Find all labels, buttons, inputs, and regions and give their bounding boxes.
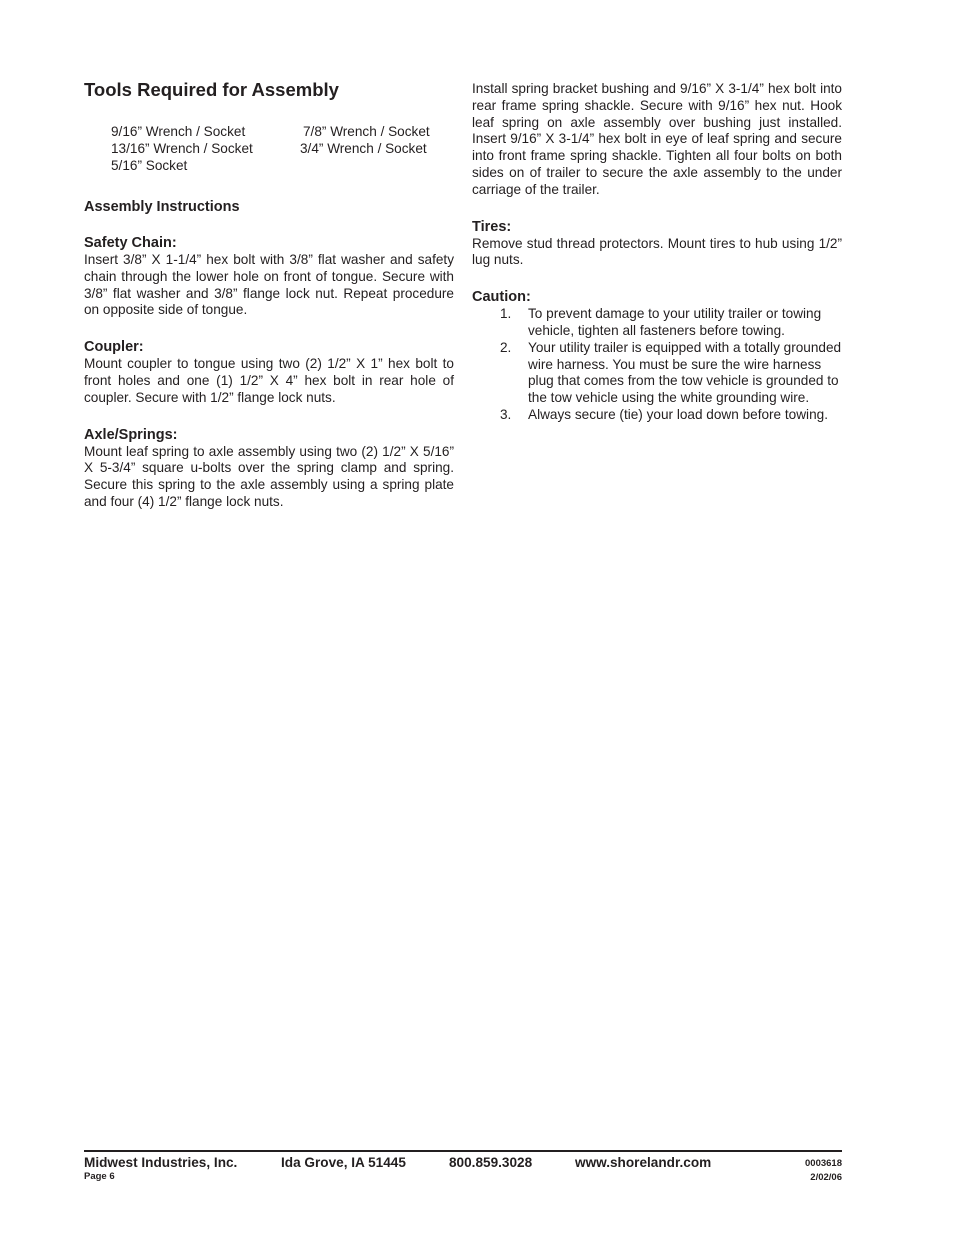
right-column [472, 81, 842, 424]
caution-item-text: Always secure (tie) your load down before towing. [528, 406, 828, 422]
safety-chain-heading: Safety Chain: [84, 235, 177, 251]
tool-item: 5/16” Socket [111, 157, 188, 173]
coupler-heading: Coupler: [84, 339, 144, 356]
tool-item: 3/4” Wrench / Socket [300, 140, 427, 156]
tool-item: 7/8” Wrench / Socket [303, 124, 430, 139]
tools-title: Tools Required for Assembly [84, 79, 339, 100]
footer-doc-number: 0003618 [805, 1158, 842, 1169]
footer-phone: 800.859.3028 [449, 1155, 533, 1170]
caution-item [472, 407, 842, 424]
caution-item [472, 306, 842, 340]
page-footer [84, 1150, 842, 1183]
caution-item [472, 340, 842, 407]
assembly-heading: Assembly Instructions [84, 199, 240, 215]
safety-chain-text: Insert 3/8” X 1-1/4” hex bolt with 3/8” flat washer and safety chain through the lower hole on front of tongue. Secure with 3/8” flat washer and 3/8” flange lock nut. Repeat procedure on opposite side of tongue. [84, 252, 454, 318]
caution-item-number: 1. [500, 306, 512, 322]
axle-springs-heading: Axle/Springs: [84, 426, 178, 443]
caution-item-text: Your utility trailer is equipped with a totally grounded wire harness. You must be sure the wire harness plug that comes from the tow vehicle is grounded to the tow vehicle using the white grounding wire. [528, 339, 842, 406]
footer-company: Midwest Industries, Inc. [84, 1155, 238, 1170]
tool-item: 9/16” Wrench / Socket [111, 124, 246, 139]
caution-heading: Caution: [472, 289, 531, 306]
caution-item-number: 3. [500, 406, 512, 422]
tires-text: Remove stud thread protectors. Mount tires to hub using 1/2” lug nuts. [472, 235, 842, 268]
footer-page-number: Page 6 [84, 1171, 115, 1182]
caution-list [472, 306, 842, 424]
caution-item-text: To prevent damage to your utility trailer or towing vehicle, tighten all fasteners before towing. [528, 306, 822, 338]
footer-date: 2/02/06 [810, 1172, 842, 1183]
coupler-text: Mount coupler to tongue using two (2) 1/2” X 1” hex bolt to front holes and one (1) 1/2” X 4” hex bolt in rear hole of coupler. Secure with 1/2” flange lock nuts. [84, 356, 454, 405]
tool-item: 13/16” Wrench / Socket [111, 140, 253, 156]
tires-heading: Tires: [472, 218, 512, 235]
footer-location: Ida Grove, IA 51445 [281, 1155, 406, 1170]
caution-item-number: 2. [500, 339, 512, 355]
tools-list [84, 124, 454, 178]
axle-springs-continued-text: Install spring bracket bushing and 9/16” X 3-1/4” hex bolt into rear frame spring shackle. Secure with 9/16” hex nut. Hook leaf spring on axle assembly over bushing just installed. Insert 9/16” X 3-1/4” hex bolt in eye of leaf spring and secure into front frame spring shackle. Tighten all four bolts on both sides on of trailer to secure the axle assembly to the under carriage of the trailer. [472, 81, 842, 197]
left-column [84, 78, 454, 511]
axle-springs-text: Mount leaf spring to axle assembly using two (2) 1/2” X 5/16” X 5-3/4” square u-bolts over the spring clamp and spring. Secure this spring to the axle assembly using a spring plate and four (4) 1/2” flange lock nuts. [84, 443, 454, 509]
footer-website[interactable]: www.shorelandr.com [575, 1155, 712, 1170]
